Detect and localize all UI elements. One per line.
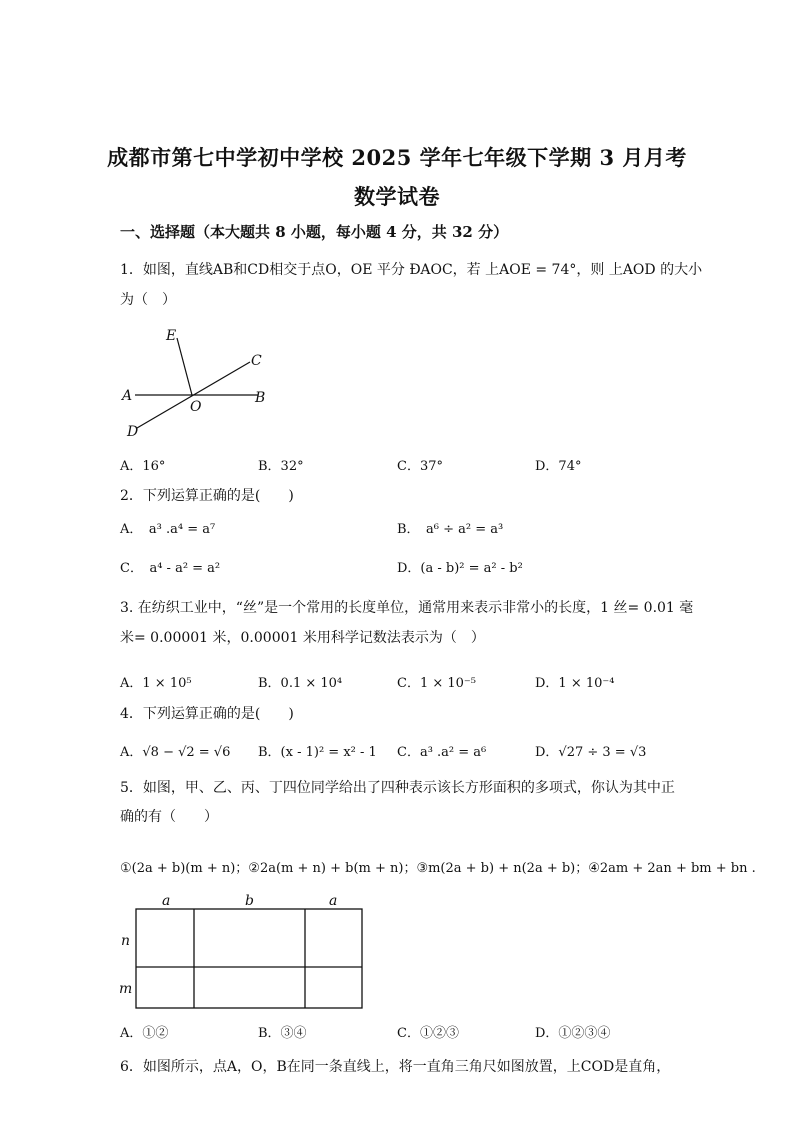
q2-stem: 2．下列运算正确的是( ) bbox=[120, 488, 294, 504]
section-heading: 一、选择题（本大题共 8 小题，每小题 4 分，共 32 分） bbox=[120, 223, 509, 241]
q3-stem-line2: 米= 0.00001 米，0.00001 米用科学记数法表示为（ ） bbox=[120, 630, 485, 646]
q1-stem-line2: 为（ ） bbox=[120, 292, 176, 308]
q1-label-o: O bbox=[190, 399, 202, 415]
q5-label-top-b: b bbox=[245, 893, 254, 909]
q5-figure bbox=[115, 890, 370, 1012]
q1-figure bbox=[110, 320, 290, 445]
q4-option-c[interactable]: C．a³ .a² = a⁶ bbox=[397, 745, 487, 760]
q5-label-top-a1: a bbox=[162, 893, 171, 909]
q1-stem-line1: 1．如图，直线AB和CD相交于点O，OE 平分 ÐAOC，若 上AOE = 74°，则 上AOD 的大小 bbox=[120, 262, 703, 278]
q1-label-b: B bbox=[255, 390, 266, 406]
exam-title: 成都市第七中学初中学校 2025 学年七年级下学期 3 月月考 bbox=[107, 145, 687, 170]
q1-option-d[interactable]: D．74° bbox=[535, 459, 582, 474]
q3-option-b[interactable]: B．0.1 × 10⁴ bbox=[258, 676, 343, 691]
q3-stem-line1: 3. 在纺织工业中，“丝”是一个常用的长度单位，通常用来表示非常小的长度，1 丝= 0.01 毫 bbox=[120, 600, 694, 616]
q2-option-c[interactable]: C． a⁴ - a² = a² bbox=[120, 561, 221, 576]
q1-label-e: E bbox=[166, 328, 177, 344]
q5-label-left-m: m bbox=[119, 981, 133, 997]
q5-option-c[interactable]: C．①②③ bbox=[397, 1026, 459, 1041]
q5-option-d[interactable]: D．①②③④ bbox=[535, 1026, 611, 1041]
q1-option-c[interactable]: C．37° bbox=[397, 459, 443, 474]
q5-option-a[interactable]: A．①② bbox=[120, 1026, 169, 1041]
q4-stem: 4．下列运算正确的是( ) bbox=[120, 706, 294, 722]
q1-label-a: A bbox=[122, 388, 133, 404]
q5-stem-line2: 确的有（ ） bbox=[120, 809, 218, 825]
q3-option-c[interactable]: C．1 × 10⁻⁵ bbox=[397, 676, 476, 691]
q2-option-d[interactable]: D．(a - b)² = a² - b² bbox=[397, 561, 523, 576]
q3-option-d[interactable]: D．1 × 10⁻⁴ bbox=[535, 676, 615, 691]
q5-label-top-a2: a bbox=[329, 893, 338, 909]
q6-stem-line1: 6．如图所示，点A，O，B在同一条直线上，将一直角三角尺如图放置，上COD是直角， bbox=[120, 1059, 671, 1075]
q4-option-b[interactable]: B．(x - 1)² = x² - 1 bbox=[258, 745, 377, 760]
q4-option-a[interactable]: A．√8 − √2 = √6 bbox=[120, 745, 231, 760]
q1-label-c: C bbox=[251, 353, 262, 369]
q4-option-d[interactable]: D．√27 ÷ 3 = √3 bbox=[535, 745, 647, 760]
q2-option-a[interactable]: A． a³ .a⁴ = a⁷ bbox=[120, 522, 216, 537]
q1-option-a[interactable]: A．16° bbox=[120, 459, 166, 474]
q1-option-b[interactable]: B．32° bbox=[258, 459, 304, 474]
q1-label-d: D bbox=[127, 424, 139, 440]
q3-option-a[interactable]: A．1 × 10⁵ bbox=[120, 676, 192, 691]
q5-option-b[interactable]: B．③④ bbox=[258, 1026, 307, 1041]
q5-label-left-n: n bbox=[121, 933, 131, 949]
q5-stem-line1: 5．如图，甲、乙、丙、丁四位同学给出了四种表示该长方形面积的多项式，你认为其中正 bbox=[120, 780, 675, 796]
q2-option-b[interactable]: B． a⁶ ÷ a² = a³ bbox=[397, 522, 504, 537]
exam-subtitle: 数学试卷 bbox=[354, 184, 440, 209]
q5-expressions: ①(2a + b)(m + n)；②2a(m + n) + b(m + n)；③m(2a + b) + n(2a + b)；④2am + 2an + bm + bn . bbox=[120, 861, 756, 876]
